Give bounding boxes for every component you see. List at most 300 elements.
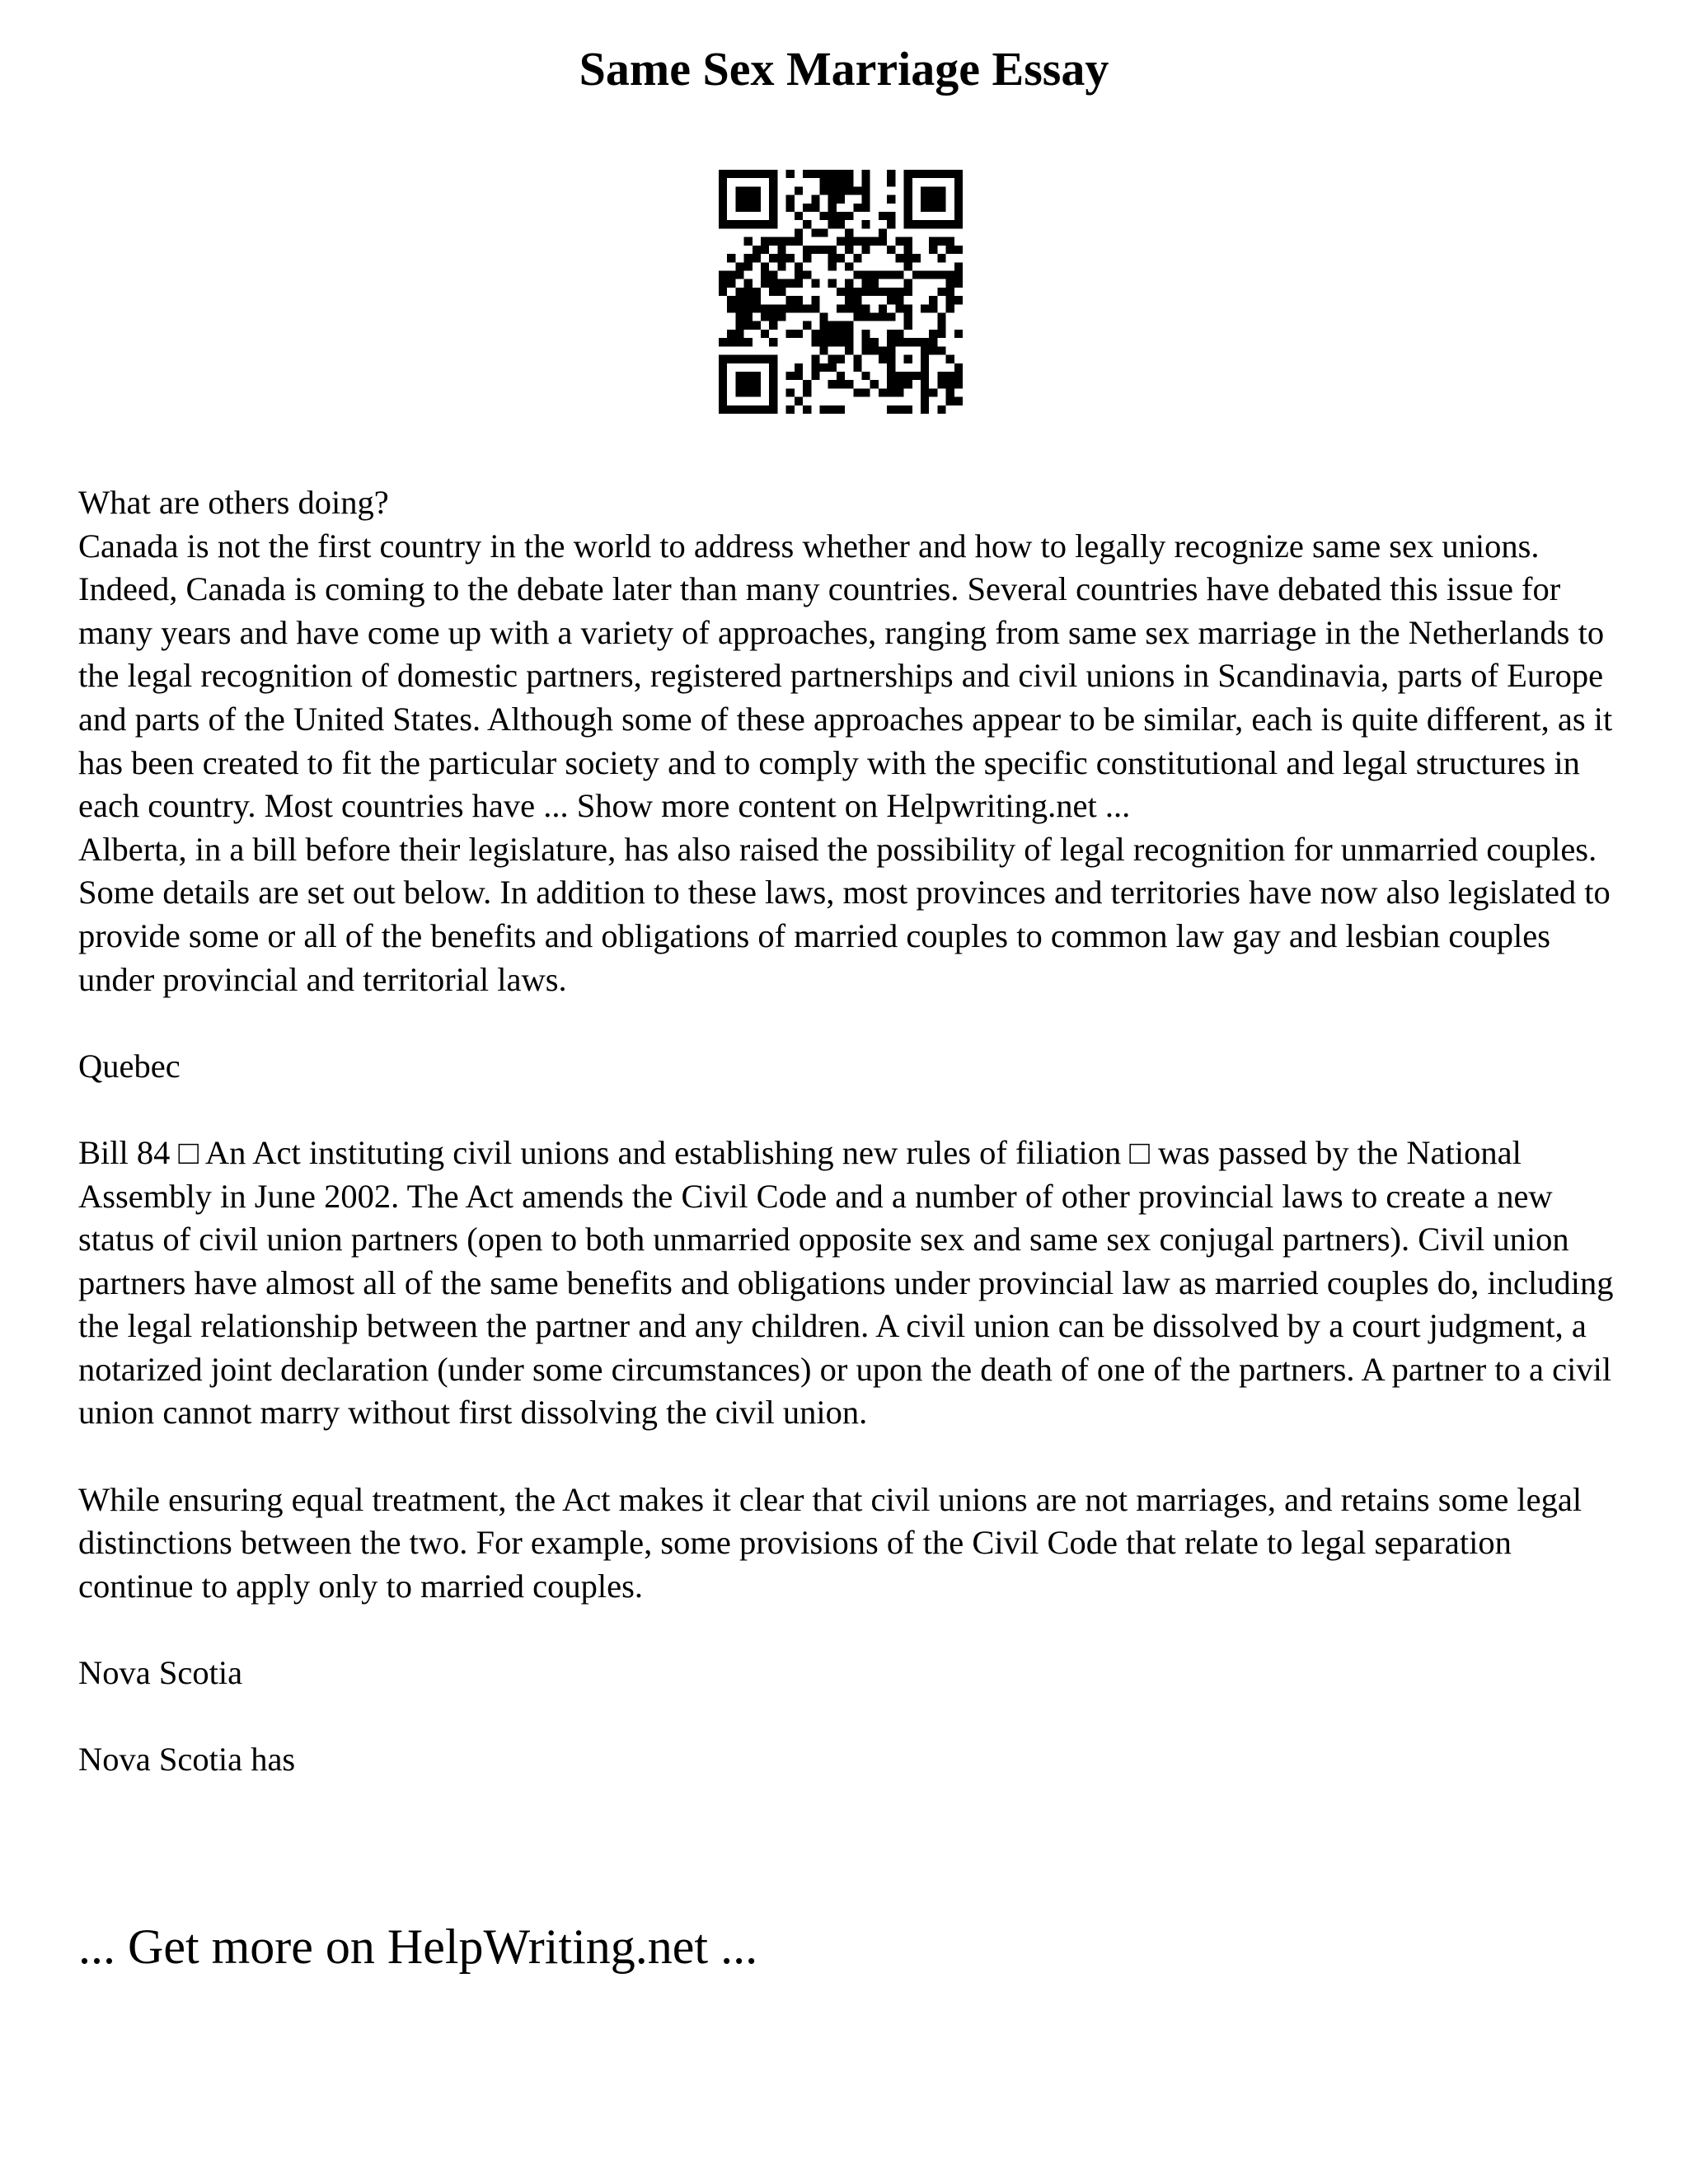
qr-module bbox=[845, 296, 853, 304]
qr-module bbox=[895, 304, 903, 312]
qr-module bbox=[853, 355, 861, 363]
qr-module bbox=[803, 220, 811, 228]
qr-module bbox=[803, 270, 811, 279]
qr-module bbox=[719, 204, 727, 212]
qr-module bbox=[904, 380, 912, 388]
qr-module bbox=[795, 279, 803, 288]
qr-module bbox=[837, 170, 845, 178]
qr-module bbox=[828, 262, 837, 270]
qr-module bbox=[921, 195, 929, 204]
qr-module bbox=[828, 204, 837, 212]
qr-module bbox=[727, 330, 735, 338]
qr-module bbox=[761, 220, 769, 228]
qr-module bbox=[769, 195, 777, 204]
qr-module bbox=[769, 178, 777, 186]
qr-module bbox=[879, 270, 887, 279]
qr-module bbox=[845, 338, 853, 346]
qr-module bbox=[786, 254, 795, 262]
qr-module bbox=[862, 237, 870, 246]
qr-module bbox=[786, 204, 795, 212]
section-heading-quebec: Quebec bbox=[78, 1047, 181, 1085]
qr-module bbox=[845, 288, 853, 296]
qr-module bbox=[828, 355, 837, 363]
qr-module bbox=[819, 186, 828, 194]
qr-module bbox=[937, 220, 945, 228]
qr-module bbox=[946, 380, 954, 388]
qr-module bbox=[845, 346, 853, 354]
qr-module bbox=[895, 372, 903, 380]
qr-module bbox=[769, 288, 777, 296]
qr-module bbox=[879, 355, 887, 363]
qr-module bbox=[744, 170, 753, 178]
qr-module bbox=[937, 346, 945, 354]
qr-module bbox=[853, 388, 861, 396]
qr-module bbox=[769, 363, 777, 372]
qr-module bbox=[761, 237, 769, 246]
qr-module bbox=[937, 321, 945, 330]
qr-module bbox=[735, 262, 743, 270]
qr-module bbox=[786, 330, 795, 338]
qr-module bbox=[929, 296, 937, 304]
qr-module bbox=[837, 288, 845, 296]
qr-module bbox=[929, 270, 937, 279]
qr-module bbox=[719, 363, 727, 372]
qr-module bbox=[845, 228, 853, 237]
qr-module bbox=[811, 170, 819, 178]
qr-module bbox=[811, 363, 819, 372]
qr-module bbox=[887, 212, 895, 220]
qr-module bbox=[786, 372, 795, 380]
qr-module bbox=[887, 178, 895, 186]
qr-module bbox=[862, 304, 870, 312]
qr-module bbox=[828, 254, 837, 262]
qr-module bbox=[811, 204, 819, 212]
qr-module bbox=[887, 372, 895, 380]
qr-module bbox=[719, 388, 727, 396]
qr-module bbox=[879, 346, 887, 354]
qr-module bbox=[795, 363, 803, 372]
qr-module bbox=[744, 372, 753, 380]
qr-module bbox=[862, 246, 870, 254]
qr-module bbox=[895, 338, 903, 346]
qr-module bbox=[777, 288, 785, 296]
qr-module bbox=[862, 204, 870, 212]
qr-module bbox=[853, 363, 861, 372]
qr-module bbox=[862, 178, 870, 186]
qr-module bbox=[904, 204, 912, 212]
qr-module bbox=[735, 388, 743, 396]
qr-module bbox=[769, 313, 777, 321]
qr-module bbox=[954, 204, 963, 212]
qr-module bbox=[727, 355, 735, 363]
qr-module bbox=[845, 380, 853, 388]
qr-module bbox=[853, 254, 861, 262]
qr-module bbox=[929, 338, 937, 346]
qr-module bbox=[753, 388, 761, 396]
qr-module bbox=[819, 321, 828, 330]
qr-module bbox=[795, 330, 803, 338]
qr-module bbox=[946, 296, 954, 304]
qr-module bbox=[845, 279, 853, 288]
qr-module bbox=[887, 338, 895, 346]
qr-module bbox=[845, 262, 853, 270]
paragraph-nova-scotia: Nova Scotia has bbox=[78, 1741, 296, 1779]
qr-module bbox=[803, 321, 811, 330]
qr-module bbox=[946, 170, 954, 178]
qr-module bbox=[937, 170, 945, 178]
qr-module bbox=[795, 228, 803, 237]
qr-module bbox=[727, 405, 735, 414]
qr-module bbox=[887, 296, 895, 304]
qr-module bbox=[946, 270, 954, 279]
qr-module bbox=[735, 380, 743, 388]
qr-module bbox=[769, 204, 777, 212]
qr-module bbox=[828, 212, 837, 220]
qr-module bbox=[769, 170, 777, 178]
qr-module bbox=[904, 195, 912, 204]
qr-module bbox=[819, 228, 828, 237]
qr-module bbox=[895, 380, 903, 388]
qr-module bbox=[753, 304, 761, 312]
qr-module bbox=[870, 338, 879, 346]
qr-module bbox=[887, 195, 895, 204]
qr-module bbox=[870, 313, 879, 321]
qr-module bbox=[803, 204, 811, 212]
article-body bbox=[78, 481, 1628, 1782]
qr-module bbox=[727, 270, 735, 279]
qr-module bbox=[753, 405, 761, 414]
qr-module bbox=[921, 355, 929, 363]
qr-module bbox=[937, 237, 945, 246]
qr-module bbox=[803, 246, 811, 254]
qr-module bbox=[811, 355, 819, 363]
qr-module bbox=[811, 228, 819, 237]
qr-module bbox=[819, 330, 828, 338]
get-more-link[interactable]: ... Get more on HelpWriting.net ... bbox=[78, 1919, 758, 1974]
qr-module bbox=[904, 254, 912, 262]
qr-module bbox=[895, 254, 903, 262]
page-title: Same Sex Marriage Essay bbox=[579, 42, 1109, 96]
qr-module bbox=[761, 355, 769, 363]
qr-module bbox=[744, 296, 753, 304]
qr-module bbox=[887, 170, 895, 178]
qr-module bbox=[744, 204, 753, 212]
qr-module bbox=[862, 186, 870, 194]
qr-module bbox=[862, 170, 870, 178]
qr-module bbox=[904, 246, 912, 254]
qr-module bbox=[777, 279, 785, 288]
qr-module bbox=[862, 346, 870, 354]
qr-module bbox=[921, 372, 929, 380]
qr-module bbox=[904, 372, 912, 380]
qr-module bbox=[845, 321, 853, 330]
qr-module bbox=[777, 313, 785, 321]
qr-module bbox=[744, 338, 753, 346]
qr-module bbox=[845, 304, 853, 312]
qr-module bbox=[761, 170, 769, 178]
qr-module bbox=[921, 204, 929, 212]
qr-module bbox=[719, 405, 727, 414]
qr-module bbox=[946, 304, 954, 312]
qr-module bbox=[735, 204, 743, 212]
qr-module bbox=[744, 186, 753, 194]
qr-module bbox=[946, 372, 954, 380]
qr-module bbox=[853, 186, 861, 194]
qr-module bbox=[777, 237, 785, 246]
qr-module bbox=[744, 220, 753, 228]
qr-module bbox=[904, 220, 912, 228]
qr-module bbox=[786, 388, 795, 396]
qr-module bbox=[946, 220, 954, 228]
qr-module bbox=[744, 380, 753, 388]
qr-module bbox=[735, 288, 743, 296]
qr-module bbox=[744, 288, 753, 296]
qr-module bbox=[853, 288, 861, 296]
qr-module bbox=[912, 372, 921, 380]
qr-module bbox=[929, 330, 937, 338]
qr-module bbox=[921, 220, 929, 228]
qr-module bbox=[719, 220, 727, 228]
qr-module bbox=[921, 338, 929, 346]
qr-module bbox=[904, 279, 912, 288]
qr-module bbox=[921, 186, 929, 194]
qr-module bbox=[719, 355, 727, 363]
qr-module bbox=[912, 270, 921, 279]
qr-module bbox=[769, 388, 777, 396]
qr-module bbox=[719, 288, 727, 296]
qr-module bbox=[887, 346, 895, 354]
qr-module bbox=[795, 296, 803, 304]
qr-module bbox=[769, 220, 777, 228]
qr-module bbox=[753, 195, 761, 204]
qr-module bbox=[887, 313, 895, 321]
qr-module bbox=[811, 304, 819, 312]
qr-module bbox=[744, 321, 753, 330]
qr-module bbox=[769, 405, 777, 414]
qr-module bbox=[753, 296, 761, 304]
qr-module bbox=[735, 321, 743, 330]
qr-module bbox=[904, 338, 912, 346]
qr-module bbox=[929, 186, 937, 194]
qr-module bbox=[727, 170, 735, 178]
qr-module bbox=[837, 330, 845, 338]
qr-module bbox=[803, 170, 811, 178]
qr-module bbox=[819, 313, 828, 321]
qr-module bbox=[719, 212, 727, 220]
qr-module bbox=[811, 330, 819, 338]
qr-code-graphic bbox=[719, 170, 963, 414]
paragraph-alberta: Alberta, in a bill before their legislature, has also raised the possibility of legal recognition for unmarried couples. Some details are set out below. In addition to these laws, most provinces and territories have now also legislated to provide some or all of the benefits and obligations of married couples to common law gay and lesbian couples under provincial and territorial laws. bbox=[78, 830, 1611, 998]
qr-module bbox=[954, 372, 963, 380]
qr-module bbox=[904, 321, 912, 330]
qr-module bbox=[845, 178, 853, 186]
qr-module bbox=[904, 186, 912, 194]
qr-module bbox=[946, 397, 954, 405]
qr-module bbox=[811, 279, 819, 288]
qr-module bbox=[954, 262, 963, 270]
qr-module bbox=[837, 178, 845, 186]
paragraph-canada: Canada is not the first country in the world to address whether and how to legally recognize same sex unions. Indeed, Canada is coming to the debate later than many countries. Several countries have debated this issue for many years and have come up with a variety of approaches, ranging from same sex marriage in the Netherlands to the legal recognition of domestic partners, registered partnerships and civil unions in Scandinavia, parts of Europe and parts of the United States. Although some of these approaches appear to be similar, each is quite different, as it has been created to fit the particular society and to comply with the specific constitutional and legal structures in each country. Most countries have ... Show more content on Helpwriting.net ... bbox=[78, 527, 1613, 825]
qr-module bbox=[735, 338, 743, 346]
qr-module bbox=[811, 246, 819, 254]
qr-module bbox=[929, 170, 937, 178]
qr-module bbox=[735, 405, 743, 414]
qr-module bbox=[895, 388, 903, 396]
qr-module bbox=[921, 346, 929, 354]
qr-module bbox=[853, 313, 861, 321]
qr-module bbox=[795, 237, 803, 246]
qr-module bbox=[735, 270, 743, 279]
qr-module bbox=[753, 372, 761, 380]
qr-module bbox=[853, 304, 861, 312]
qr-module bbox=[954, 220, 963, 228]
qr-module bbox=[786, 296, 795, 304]
qr-module bbox=[719, 279, 727, 288]
qr-module bbox=[828, 170, 837, 178]
qr-module bbox=[929, 204, 937, 212]
qr-module bbox=[904, 262, 912, 270]
qr-module bbox=[719, 195, 727, 204]
qr-module bbox=[937, 405, 945, 414]
qr-module bbox=[845, 170, 853, 178]
qr-module bbox=[837, 195, 845, 204]
qr-module bbox=[912, 338, 921, 346]
qr-module bbox=[853, 296, 861, 304]
qr-module bbox=[837, 338, 845, 346]
section-heading-nova-scotia: Nova Scotia bbox=[78, 1654, 243, 1692]
qr-module bbox=[937, 313, 945, 321]
paragraph-bill-84: Bill 84 □ An Act instituting civil unions and establishing new rules of filiation □ was passed by the National Assembly in June 2002. The Act amends the Civil Code and a number of other provincial laws to create a new status of civil union partners (open to both unmarried opposite sex and same sex conjugal partners). Civil union partners have almost all of the same benefits and obligations under provincial law as married couples do, including the legal relationship between the partner and any children. A civil union can be dissolved by a court judgment, a notarized joint declaration (under some circumstances) or upon the death of one of the partners. A partner to a civil union cannot marry without first dissolving the civil union. bbox=[78, 1133, 1614, 1432]
qr-module bbox=[837, 237, 845, 246]
qr-module bbox=[921, 397, 929, 405]
qr-module bbox=[862, 220, 870, 228]
qr-module bbox=[937, 204, 945, 212]
qr-module bbox=[761, 313, 769, 321]
qr-module bbox=[837, 254, 845, 262]
qr-module bbox=[845, 237, 853, 246]
qr-module bbox=[769, 254, 777, 262]
qr-module bbox=[753, 380, 761, 388]
qr-module bbox=[735, 330, 743, 338]
qr-module bbox=[744, 262, 753, 270]
qr-module bbox=[937, 195, 945, 204]
qr-module bbox=[837, 212, 845, 220]
qr-module bbox=[769, 355, 777, 363]
qr-module bbox=[828, 220, 837, 228]
qr-module bbox=[803, 388, 811, 396]
qr-code-icon bbox=[719, 170, 963, 414]
qr-module bbox=[845, 330, 853, 338]
qr-module bbox=[837, 321, 845, 330]
qr-module bbox=[719, 178, 727, 186]
qr-module bbox=[954, 380, 963, 388]
qr-module bbox=[879, 313, 887, 321]
qr-module bbox=[904, 313, 912, 321]
qr-module bbox=[937, 270, 945, 279]
qr-module bbox=[887, 355, 895, 363]
qr-module bbox=[744, 304, 753, 312]
qr-module bbox=[921, 405, 929, 414]
qr-module bbox=[735, 372, 743, 380]
qr-module bbox=[753, 355, 761, 363]
qr-module bbox=[937, 330, 945, 338]
qr-module bbox=[837, 355, 845, 363]
qr-module bbox=[904, 304, 912, 312]
qr-module bbox=[929, 195, 937, 204]
qr-module bbox=[862, 279, 870, 288]
qr-module bbox=[803, 254, 811, 262]
qr-module bbox=[769, 372, 777, 380]
qr-module bbox=[929, 388, 937, 396]
qr-module bbox=[786, 195, 795, 204]
qr-module bbox=[735, 195, 743, 204]
qr-module bbox=[819, 170, 828, 178]
qr-module bbox=[735, 220, 743, 228]
qr-module bbox=[887, 405, 895, 414]
qr-module bbox=[777, 304, 785, 312]
qr-module bbox=[912, 254, 921, 262]
qr-module bbox=[870, 346, 879, 354]
qr-module bbox=[744, 355, 753, 363]
qr-module bbox=[879, 288, 887, 296]
qr-module bbox=[887, 220, 895, 228]
qr-module bbox=[954, 212, 963, 220]
qr-module bbox=[895, 270, 903, 279]
qr-module bbox=[837, 405, 845, 414]
qr-module bbox=[803, 380, 811, 388]
qr-module bbox=[753, 186, 761, 194]
qr-module bbox=[937, 254, 945, 262]
qr-module bbox=[727, 304, 735, 312]
qr-module bbox=[719, 380, 727, 388]
qr-module bbox=[735, 170, 743, 178]
qr-module bbox=[795, 304, 803, 312]
qr-module bbox=[954, 296, 963, 304]
qr-module bbox=[803, 405, 811, 414]
qr-module bbox=[811, 338, 819, 346]
qr-module bbox=[753, 288, 761, 296]
qr-module bbox=[904, 405, 912, 414]
qr-module bbox=[887, 363, 895, 372]
qr-module bbox=[946, 279, 954, 288]
qr-module bbox=[904, 288, 912, 296]
qr-module bbox=[937, 380, 945, 388]
qr-module bbox=[895, 296, 903, 304]
qr-module bbox=[727, 220, 735, 228]
qr-module bbox=[777, 246, 785, 254]
qr-module bbox=[895, 288, 903, 296]
qr-module bbox=[719, 397, 727, 405]
qr-module bbox=[954, 170, 963, 178]
qr-module bbox=[862, 288, 870, 296]
qr-module bbox=[845, 246, 853, 254]
qr-module bbox=[719, 372, 727, 380]
qr-module bbox=[862, 270, 870, 279]
qr-module bbox=[795, 186, 803, 194]
qr-module bbox=[811, 195, 819, 204]
qr-module bbox=[795, 270, 803, 279]
qr-module bbox=[921, 270, 929, 279]
qr-module bbox=[735, 313, 743, 321]
qr-module bbox=[735, 186, 743, 194]
qr-module bbox=[811, 296, 819, 304]
qr-module bbox=[904, 355, 912, 363]
qr-module bbox=[862, 388, 870, 396]
qr-module bbox=[887, 288, 895, 296]
qr-module bbox=[946, 355, 954, 363]
qr-module bbox=[954, 363, 963, 372]
qr-module bbox=[777, 262, 785, 270]
